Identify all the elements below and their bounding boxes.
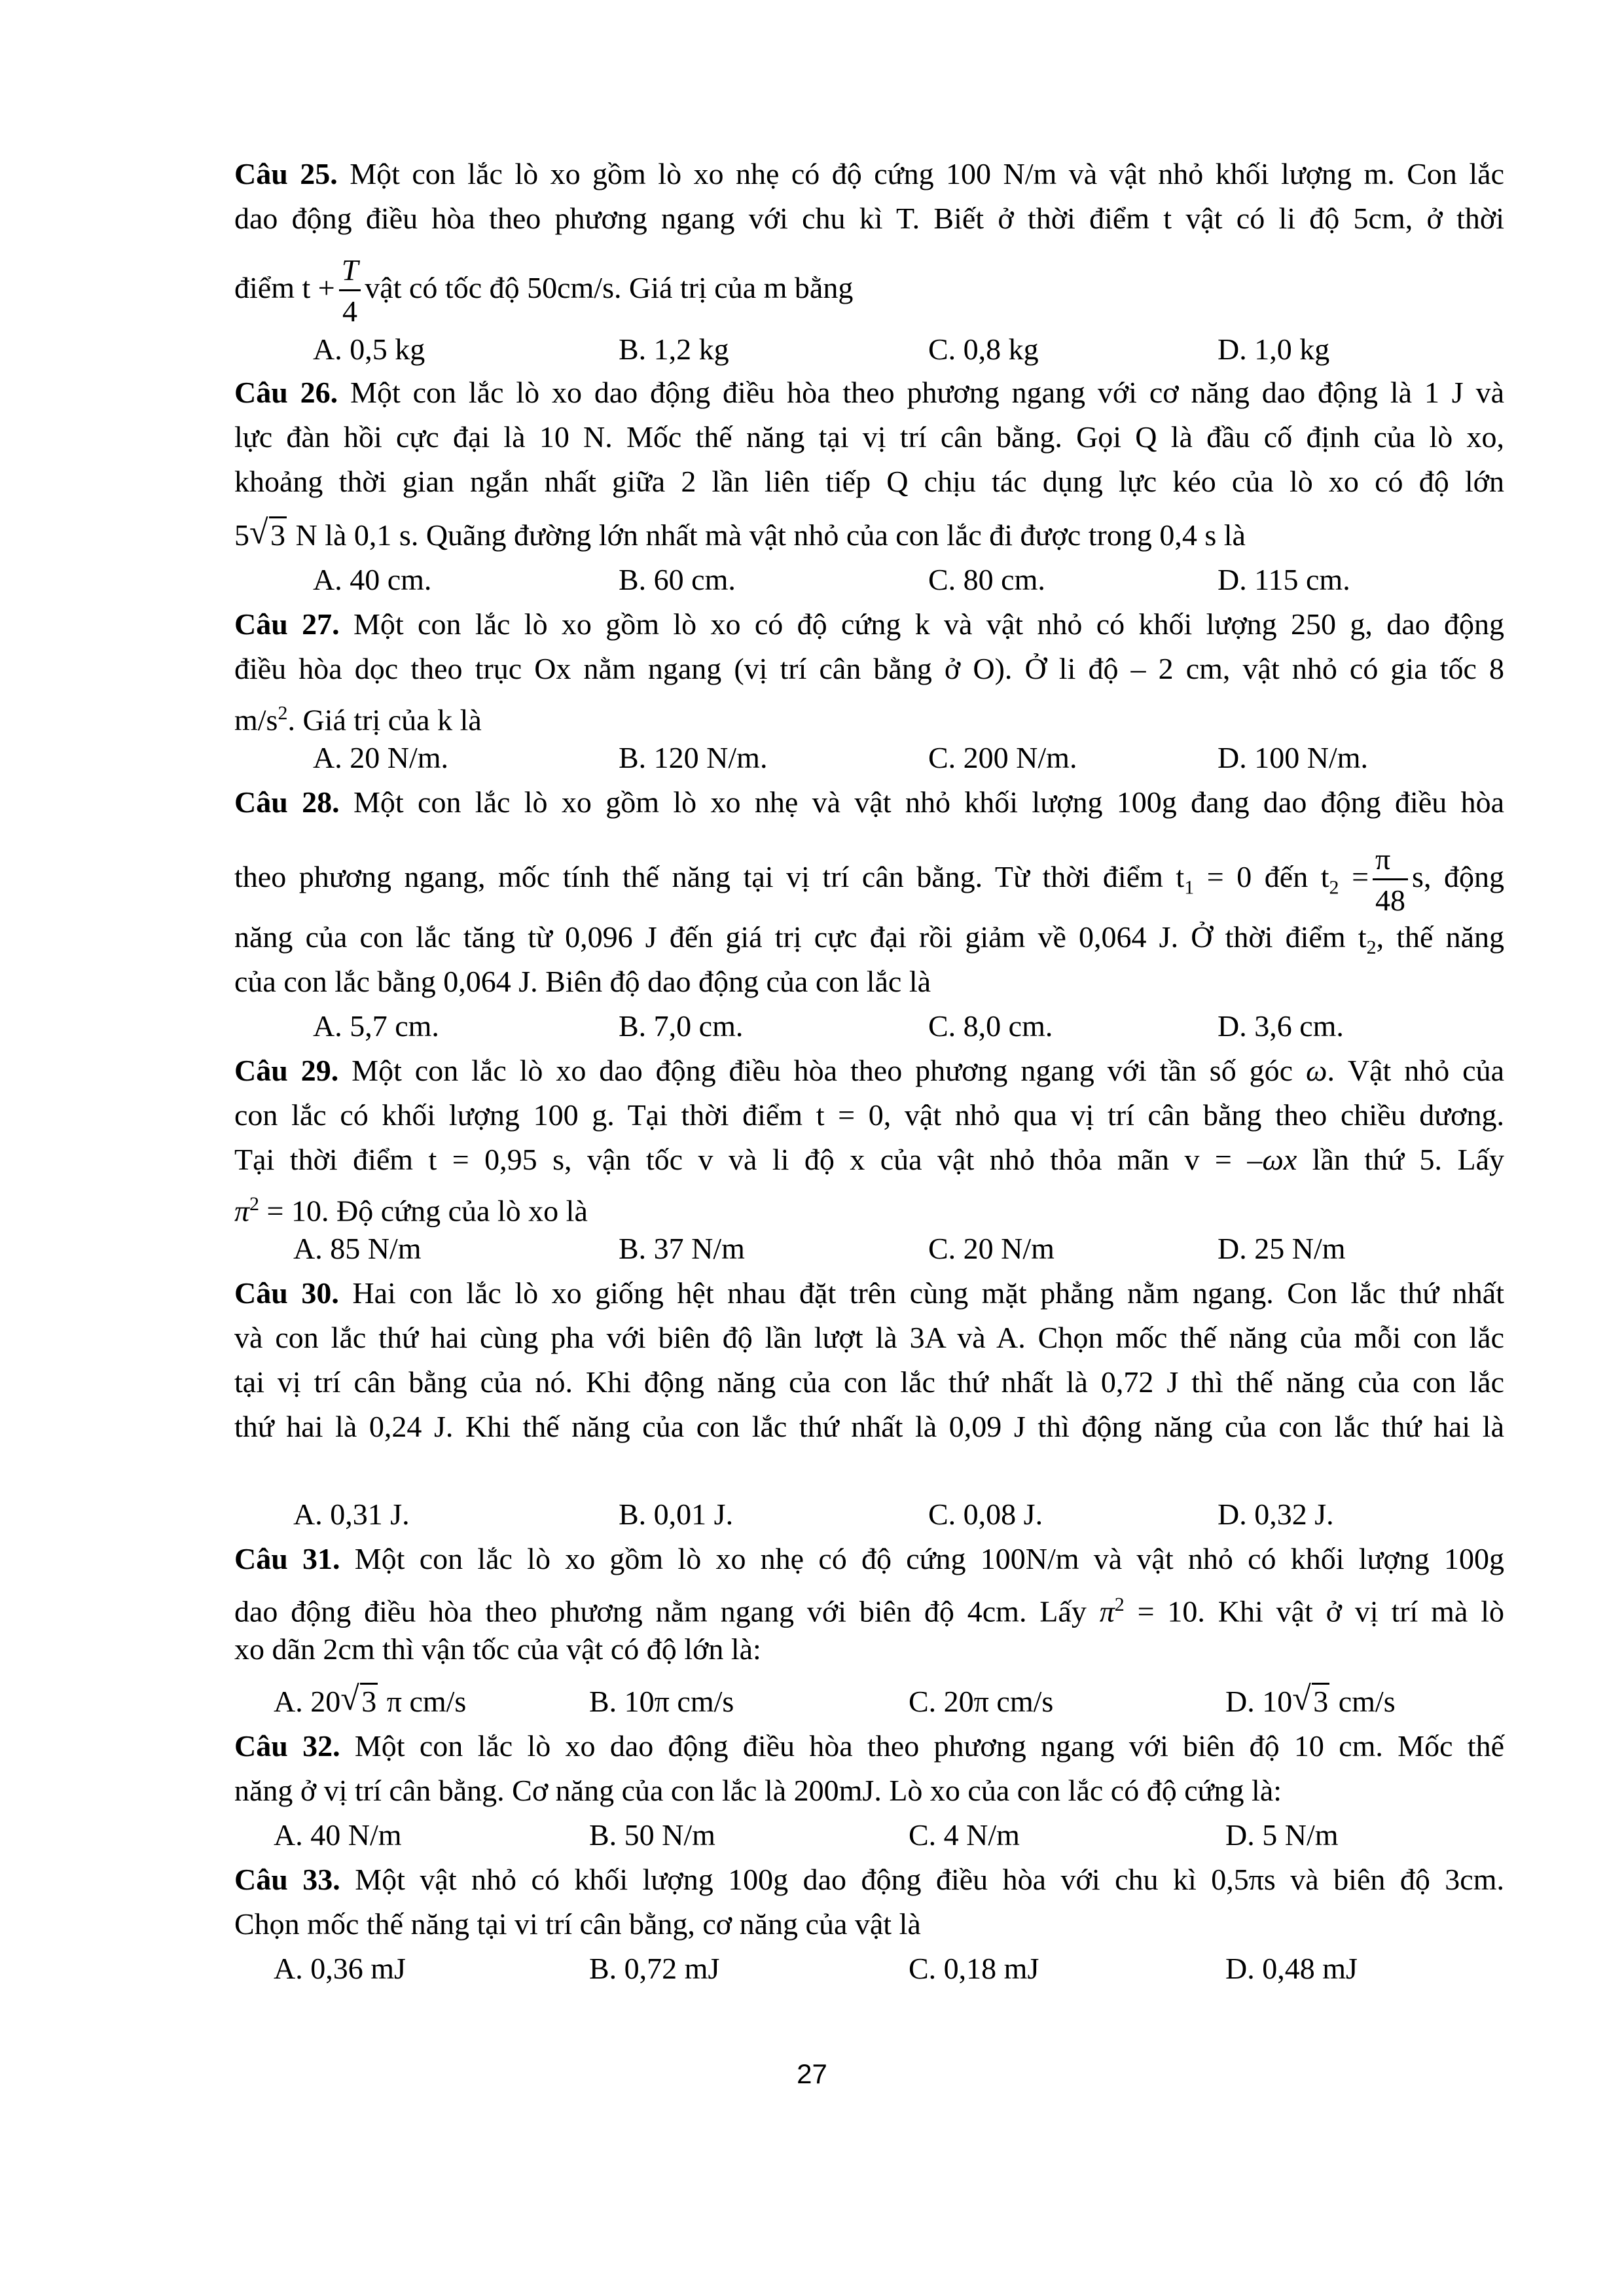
q27-option-c[interactable]: C. 200 N/m. <box>928 741 1077 774</box>
q32-line-2: năng ở vị trí cân bằng. Cơ năng của con lắc là 200mJ. Lò xo của con lắc có độ cứng là: <box>234 1774 1282 1807</box>
q31-pi: π <box>1099 1594 1115 1628</box>
q25-option-a[interactable]: A. 0,5 kg <box>313 332 425 366</box>
q29-line-3 <box>234 1138 1504 1182</box>
q26-line4-post: N là 0,1 s. Quãng đường lớn nhất mà vật nhỏ của con lắc đi được trong 0,4 s là <box>295 518 1246 552</box>
q28-option-a[interactable]: A. 5,7 cm. <box>313 1009 439 1043</box>
q30-option-a[interactable]: A. 0,31 J. <box>293 1498 410 1531</box>
q30-option-d[interactable]: D. 0,32 J. <box>1218 1498 1334 1531</box>
q31-option-a[interactable] <box>274 1679 466 1724</box>
q26-line-2: lực đàn hồi cực đại là 10 N. Mốc thế năng tại vị trí cân bằng. Gọi Q là đầu cố định của lò xo, <box>234 420 1504 454</box>
q27-line3-post: . Giá trị của k là <box>287 703 482 737</box>
q31-option-b[interactable]: B. 10π cm/s <box>589 1685 734 1718</box>
q32-text-1: Một con lắc lò xo dao động điều hòa theo phương ngang với biên độ 10 cm. Mốc thế <box>354 1729 1504 1763</box>
q29-line1-pre: Một con lắc lò xo dao động điều hòa theo phương ngang với tần số góc <box>352 1054 1293 1087</box>
q27-option-a[interactable]: A. 20 N/m. <box>313 741 448 774</box>
q28-fraction <box>1373 844 1408 916</box>
q28-line3-pre: năng của con lắc tăng từ 0,096 J đến giá trị cực đại rồi giảm về 0,064 J. Ở thời điểm t <box>234 920 1367 954</box>
q32-option-c[interactable]: C. 4 N/m <box>909 1818 1020 1852</box>
q26-option-d[interactable]: D. 115 cm. <box>1218 563 1350 596</box>
q31-option-d[interactable] <box>1225 1679 1396 1724</box>
q31-option-d-radicand: 3 <box>1312 1683 1329 1718</box>
q32-option-d[interactable]: D. 5 N/m <box>1225 1818 1339 1852</box>
q26-options <box>0 558 1624 602</box>
q29-omega: ω <box>1306 1054 1327 1087</box>
q30-line-2: và con lắc thứ hai cùng pha với biên độ lần lượt là 3A và A. Chọn mốc thế năng của mỗi con lắc <box>234 1321 1504 1354</box>
q27-sup: 2 <box>278 702 288 724</box>
q33-options <box>0 1946 1624 1991</box>
q29-option-c[interactable]: C. 20 N/m <box>928 1232 1055 1265</box>
q28-line2-eq: = <box>1339 860 1369 894</box>
q33-text-1: Một vật nhỏ có khối lượng 100g dao động điều hòa với chu kì 0,5πs và biên độ 3cm. <box>355 1863 1505 1896</box>
q28-line-2 <box>234 844 1504 916</box>
q29-line-2: con lắc có khối lượng 100 g. Tại thời điểm t = 0, vật nhỏ qua vị trí cân bằng theo chiều dương. <box>234 1098 1504 1132</box>
q31-option-d-post: cm/s <box>1338 1685 1396 1718</box>
q31-option-d-sqrt <box>1292 1679 1331 1724</box>
q27-text-1: Một con lắc lò xo gồm lò xo có độ cứng k và vật nhỏ có khối lượng 250 g, dao động <box>353 607 1504 641</box>
q33-option-c[interactable]: C. 0,18 mJ <box>909 1952 1039 1985</box>
q32-label: Câu 32. <box>234 1729 340 1763</box>
q31-option-a-sqrt <box>340 1679 379 1724</box>
q33-option-a[interactable]: A. 0,36 mJ <box>274 1952 406 1985</box>
q27-option-d[interactable]: D. 100 N/m. <box>1218 741 1368 774</box>
q28-option-b[interactable]: B. 7,0 cm. <box>619 1009 744 1043</box>
q28-line3-post: , thế năng <box>1376 920 1504 954</box>
q31-label: Câu 31. <box>234 1542 340 1575</box>
q28-line2-post: s, động <box>1412 860 1504 894</box>
q28-line2-pre: theo phương ngang, mốc tính thế năng tại vị trí cân bằng. Từ thời điểm t <box>234 860 1185 894</box>
q31-option-a-radicand: 3 <box>360 1683 378 1718</box>
q32-options <box>0 1813 1624 1857</box>
q29-sup: 2 <box>249 1193 260 1215</box>
q31-option-a-pre: A. 20 <box>274 1685 341 1718</box>
q32-option-a[interactable]: A. 40 N/m <box>274 1818 402 1852</box>
q32-line-1 <box>234 1724 1504 1768</box>
q25-frac-num: T <box>339 255 361 291</box>
q28-text-1: Một con lắc lò xo gồm lò xo nhẹ và vật nhỏ khối lượng 100g đang dao động điều hòa <box>353 785 1504 819</box>
q25-fraction <box>339 255 361 327</box>
q25-frac-den: 4 <box>342 295 357 328</box>
q29-option-a[interactable]: A. 85 N/m <box>293 1232 422 1265</box>
q27-line3-pre: m/s <box>234 703 278 737</box>
q26-option-a[interactable]: A. 40 cm. <box>313 563 432 596</box>
q28-frac-den: 48 <box>1375 884 1406 917</box>
q28-line3-sub: 2 <box>1366 937 1377 959</box>
q31-sup: 2 <box>1114 1594 1125 1615</box>
q29-options <box>0 1227 1624 1271</box>
q31-options <box>0 1679 1624 1724</box>
q30-option-c[interactable]: C. 0,08 J. <box>928 1498 1043 1531</box>
q28-option-d[interactable]: D. 3,6 cm. <box>1218 1009 1344 1043</box>
q29-eq: = 10 <box>259 1194 321 1228</box>
q33-option-b[interactable]: B. 0,72 mJ <box>589 1952 720 1985</box>
q31-text-1: Một con lắc lò xo gồm lò xo nhẹ có độ cứng 100N/m và vật nhỏ có khối lượng 100g <box>354 1542 1505 1575</box>
q29-line3-post: lần thứ 5. Lấy <box>1312 1143 1505 1176</box>
q28-frac-num: π <box>1373 844 1408 880</box>
q31-eq: = 10 <box>1124 1594 1198 1628</box>
q29-label: Câu 29. <box>234 1054 339 1087</box>
q30-text-1: Hai con lắc lò xo giống hệt nhau đặt trên cùng mặt phẳng nằm ngang. Con lắc thứ nhất <box>352 1276 1505 1310</box>
q31-option-d-pre: D. 10 <box>1225 1685 1293 1718</box>
q33-line-1 <box>234 1857 1504 1902</box>
q26-option-b[interactable]: B. 60 cm. <box>619 563 736 596</box>
q28-option-c[interactable]: C. 8,0 cm. <box>928 1009 1053 1043</box>
q25-label: Câu 25. <box>234 157 338 190</box>
q26-label: Câu 26. <box>234 376 338 409</box>
q26-line-3: khoảng thời gian ngắn nhất giữa 2 lần liên tiếp Q chịu tác dụng lực kéo của lò xo có độ lớn <box>234 465 1504 498</box>
q31-line2-pre: dao động điều hòa theo phương nằm ngang với biên độ 4cm. Lấy <box>234 1594 1087 1628</box>
q25-line-2: dao động điều hòa theo phương ngang với chu kì T. Biết ở thời điểm t vật có li độ 5cm, ở thời <box>234 202 1504 235</box>
q30-line-1 <box>234 1271 1504 1316</box>
q31-option-a-post: π cm/s <box>386 1685 467 1718</box>
q27-line-1 <box>234 602 1504 647</box>
q29-expr: –ωx <box>1247 1143 1297 1176</box>
q28-sub-2: 2 <box>1329 876 1339 899</box>
q30-options <box>0 1492 1624 1537</box>
q33-line-2: Chọn mốc thế năng tại vi trí cân bằng, cơ năng của vật là <box>234 1907 921 1941</box>
q33-option-d[interactable]: D. 0,48 mJ <box>1225 1952 1358 1985</box>
q25-option-c[interactable]: C. 0,8 kg <box>928 332 1039 366</box>
q28-sub-1: 1 <box>1184 876 1195 899</box>
q25-line3-pre: điểm t + <box>234 271 335 305</box>
q30-label: Câu 30. <box>234 1276 339 1310</box>
q31-line-3: xo dãn 2cm thì vận tốc của vật có độ lớn là: <box>234 1632 761 1666</box>
q27-line-2: điều hòa dọc theo trục Ox nằm ngang (vị trí cân bằng ở O). Ở li độ – 2 cm, vật nhỏ có gia tốc 8 <box>234 652 1504 685</box>
q28-line-4: của con lắc bằng 0,064 J. Biên độ dao động của con lắc là <box>234 965 931 998</box>
q32-option-b[interactable]: B. 50 N/m <box>589 1818 715 1852</box>
q33-label: Câu 33. <box>234 1863 340 1896</box>
q29-line1-post: . Vật nhỏ của <box>1327 1054 1505 1087</box>
q28-line-1 <box>234 780 1504 825</box>
q31-line-2 <box>234 1583 1504 1634</box>
q27-line-3 <box>234 691 1504 742</box>
q29-line4-post: . Độ cứng của lò xo là <box>321 1194 588 1228</box>
q29-line3-pre: Tại thời điểm t = 0,95 s, vận tốc v và li độ x của vật nhỏ thỏa mãn v = <box>234 1143 1232 1176</box>
q29-line-1 <box>234 1049 1504 1093</box>
q30-line-4: thứ hai là 0,24 J. Khi thế năng của con lắc thứ nhất là 0,09 J thì động năng của con lắc thứ hai là <box>234 1410 1504 1443</box>
q29-option-d[interactable]: D. 25 N/m <box>1218 1232 1346 1265</box>
page-number: 27 <box>797 2058 827 2089</box>
q25-option-b[interactable]: B. 1,2 kg <box>619 332 729 366</box>
q25-option-d[interactable]: D. 1,0 kg <box>1218 332 1330 366</box>
q28-line2-mid: = 0 đến t <box>1194 860 1329 894</box>
q25-options <box>0 327 1624 372</box>
q27-label: Câu 27. <box>234 607 340 641</box>
q29-pi: π <box>234 1194 250 1228</box>
q31-option-c[interactable]: C. 20π cm/s <box>909 1685 1054 1718</box>
q25-line-3 <box>234 255 1504 327</box>
q31-line2-post: . Khi vật ở vị trí mà lò <box>1197 1594 1505 1628</box>
q25-line3-post: vật có tốc độ 50cm/s. Giá trị của m bằng <box>365 271 854 305</box>
q26-line-4 <box>234 513 1504 558</box>
q25-text-1: Một con lắc lò xo gồm lò xo nhẹ có độ cứng 100 N/m và vật nhỏ khối lượng m. Con lắc <box>350 157 1505 190</box>
q29-line-4 <box>234 1182 1504 1233</box>
q29-option-b[interactable]: B. 37 N/m <box>619 1232 745 1265</box>
q28-label: Câu 28. <box>234 785 340 819</box>
q27-option-b[interactable]: B. 120 N/m. <box>619 741 768 774</box>
q26-option-c[interactable]: C. 80 cm. <box>928 563 1045 596</box>
q26-coef: 5 <box>234 518 249 552</box>
q25-line-1 <box>234 152 1504 196</box>
q26-line-1 <box>234 370 1504 415</box>
q30-option-b[interactable]: B. 0,01 J. <box>619 1498 734 1531</box>
q26-text-1: Một con lắc lò xo dao động điều hòa theo phương ngang với cơ năng dao động là 1 J và <box>350 376 1504 409</box>
q30-line-3: tại vị trí cân bằng của nó. Khi động năng của con lắc thứ nhất là 0,72 J thì thế năng của con lắc <box>234 1365 1504 1399</box>
q26-sqrt <box>249 513 288 558</box>
q27-options <box>0 736 1624 780</box>
q31-line-1 <box>234 1537 1504 1581</box>
q28-options <box>0 1004 1624 1049</box>
q26-radicand: 3 <box>269 516 287 552</box>
